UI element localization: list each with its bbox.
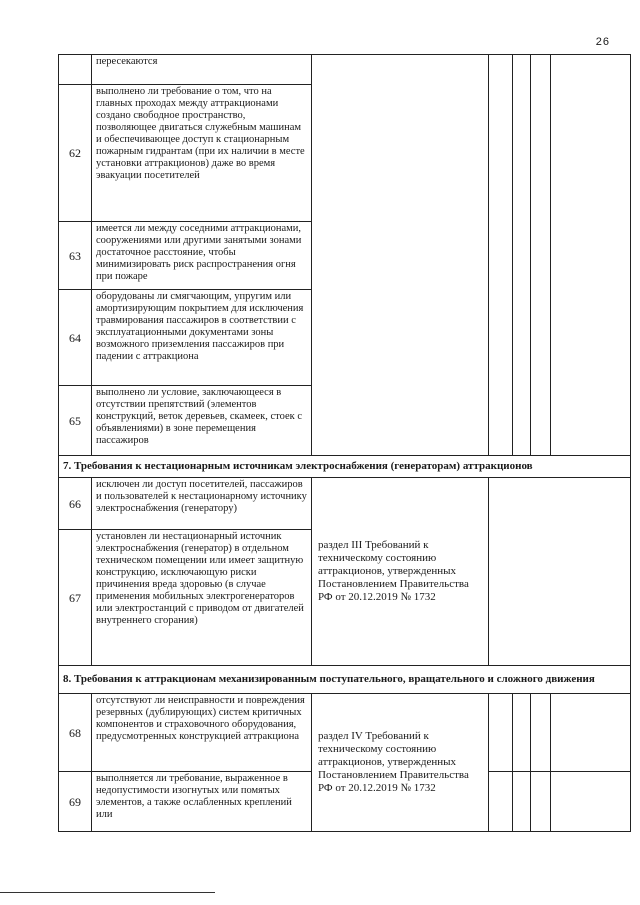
question-cell: исключен ли доступ посетителей, пассажиров и пользователей к нестационарному источнику электроснабжения (генератору) [92,478,312,530]
question-cell: оборудованы ли смягчающим, упругим или амортизирующим покрытием для исключения травмирования пассажиров в соответствии с эксплуатационными документами зоны возможного приземления пассажиров при падении с аттракциона [92,290,312,386]
reference-text: раздел III Требований к техническому состоянию аттракционов, утвержденных Постановлением Правительства РФ от 20.12.2019 № 1732 [318,539,469,603]
checklist-table [58,54,631,832]
row-number: 67 [59,530,92,666]
answer-no-cell[interactable] [513,694,531,772]
comment-cell[interactable] [551,694,631,772]
answer-no-cell[interactable] [513,772,531,832]
section-title: 8. Требования к аттракционам механизированным поступательного, вращательного и сложного движения [59,666,631,694]
row-number: 68 [59,694,92,772]
answer-yes-cell[interactable] [489,55,513,456]
answer-na-cell[interactable] [531,694,551,772]
answer-na-cell[interactable] [531,55,551,456]
comment-cell[interactable] [551,478,631,666]
section-header-row [59,666,631,694]
answer-na-cell[interactable] [531,478,551,666]
question-cell: пересекаются [92,55,312,85]
row-number: 62 [59,85,92,222]
reference-text: раздел IV Требований к техническому состоянию аттракционов, утвержденных Постановлением Правительства РФ от 20.12.2019 № 1732 [318,730,469,794]
answer-yes-cell[interactable] [489,772,513,832]
footer-rule [0,892,215,893]
row-number: 69 [59,772,92,832]
section-header-row [59,456,631,478]
row-number: 63 [59,222,92,290]
comment-cell[interactable] [551,772,631,832]
question-cell: выполнено ли условие, заключающееся в отсутствии препятствий (элементов конструкций, веток деревьев, скамеек, стоек с объявлениями) в зоне перемещения пассажиров [92,386,312,456]
row-number: 66 [59,478,92,530]
table-row [59,55,631,85]
row-number: 65 [59,386,92,456]
question-cell: выполняется ли требование, выраженное в недопустимости изогнутых или помятых элементов, а также ослабленных креплений или [92,772,312,832]
row-number [59,55,92,85]
reference-cell [312,478,489,666]
answer-na-cell[interactable] [531,772,551,832]
answer-yes-cell[interactable] [489,478,513,666]
answer-yes-cell[interactable] [489,694,513,772]
reference-cell [312,694,489,832]
answer-no-cell[interactable] [513,478,531,666]
question-cell: установлен ли нестационарный источник электроснабжения (генератор) в отдельном техническом помещении или имеет защитную конструкцию, исключающую риски причинения вреда здоровью (в случае применения мобильных электрогенераторов или электростанций с приводом от двигателей внутреннего сгорания) [92,530,312,666]
question-cell: выполнено ли требование о том, что на главных проходах между аттракционами создано свободное пространство, позволяющее двигаться служебным машинам и обеспечивающее доступ к стационарным пожарным гидрантам (при их наличии в месте установки аттракционов) даже во время эвакуации посетителей [92,85,312,222]
page-number: 26 [595,36,610,48]
section-title: 7. Требования к нестационарным источникам электроснабжения (генераторам) аттракционов [59,456,631,478]
question-cell: имеется ли между соседними аттракционами, сооружениями или другими занятыми зонами достаточное расстояние, чтобы минимизировать риск распространения огня при пожаре [92,222,312,290]
table-row [59,478,631,530]
table-row [59,694,631,772]
question-cell: отсутствуют ли неисправности и повреждения резервных (дублирующих) систем критичных компонентов и страховочного оборудования, предусмотренных конструкцией аттракциона [92,694,312,772]
comment-cell[interactable] [551,55,631,456]
reference-cell [312,55,489,456]
answer-no-cell[interactable] [513,55,531,456]
row-number: 64 [59,290,92,386]
